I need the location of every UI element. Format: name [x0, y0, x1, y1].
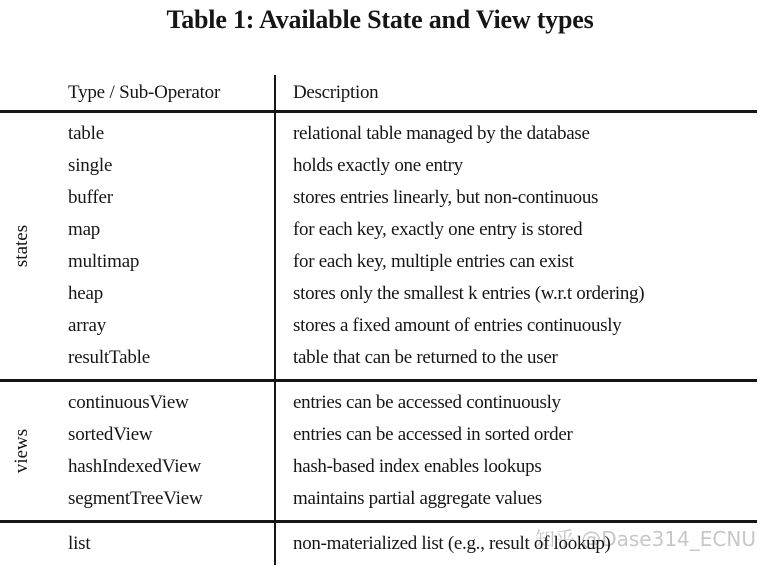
group-label-views: views	[11, 428, 32, 474]
table-row	[0, 246, 760, 278]
table-row	[0, 118, 760, 150]
table-row	[0, 214, 760, 246]
header-column-divider	[274, 75, 276, 110]
description-cell: hash-based index enables lookups	[293, 456, 542, 477]
type-cell: segmentTreeView	[68, 488, 203, 509]
table-row	[0, 387, 760, 419]
column-header-description: Description	[293, 81, 379, 103]
description-cell: stores a fixed amount of entries continuously	[293, 315, 622, 336]
table-header-row	[0, 75, 760, 110]
type-cell: heap	[68, 283, 104, 304]
watermark: 知乎 @Dase314_ECNU	[534, 527, 756, 551]
table-row	[0, 483, 760, 515]
type-cell: table	[68, 123, 104, 144]
description-cell: table that can be returned to the user	[293, 347, 558, 368]
table	[0, 75, 760, 565]
description-cell: relational table managed by the database	[293, 123, 590, 144]
description-cell: stores only the smallest k entries (w.r.t ordering)	[293, 283, 645, 304]
table-row	[0, 150, 760, 182]
description-cell: for each key, exactly one entry is stored	[293, 219, 583, 240]
type-cell: array	[68, 315, 107, 336]
type-cell: list	[68, 533, 91, 554]
type-cell: continuousView	[68, 392, 189, 413]
type-cell: map	[68, 219, 101, 240]
type-cell: hashIndexedView	[68, 456, 202, 477]
description-cell: entries can be accessed continuously	[293, 392, 561, 413]
table-group-ungrouped	[0, 523, 760, 565]
description-cell: non-materialized list (e.g., result of lookup)	[293, 533, 611, 554]
table-body	[0, 113, 760, 565]
table-row	[0, 182, 760, 214]
type-cell: multimap	[68, 251, 140, 272]
type-cell: sortedView	[68, 424, 153, 445]
table-group-states	[0, 113, 760, 379]
table-group-views	[0, 382, 760, 520]
table-caption: Table 1: Available State and View types	[166, 5, 594, 34]
description-cell: for each key, multiple entries can exist	[293, 251, 574, 272]
type-cell: resultTable	[68, 347, 150, 368]
table-row	[0, 310, 760, 342]
group-label-states: states	[11, 224, 32, 268]
table-row	[0, 419, 760, 451]
table-row	[0, 342, 760, 374]
type-cell: buffer	[68, 187, 113, 208]
description-cell: maintains partial aggregate values	[293, 488, 542, 509]
description-cell: entries can be accessed in sorted order	[293, 424, 573, 445]
table-row	[0, 528, 760, 560]
table-row	[0, 451, 760, 483]
description-cell: holds exactly one entry	[293, 155, 463, 176]
description-cell: stores entries linearly, but non-continuous	[293, 187, 599, 208]
column-header-type: Type / Sub-Operator	[68, 81, 221, 103]
type-cell: single	[68, 155, 113, 176]
table-row	[0, 278, 760, 310]
